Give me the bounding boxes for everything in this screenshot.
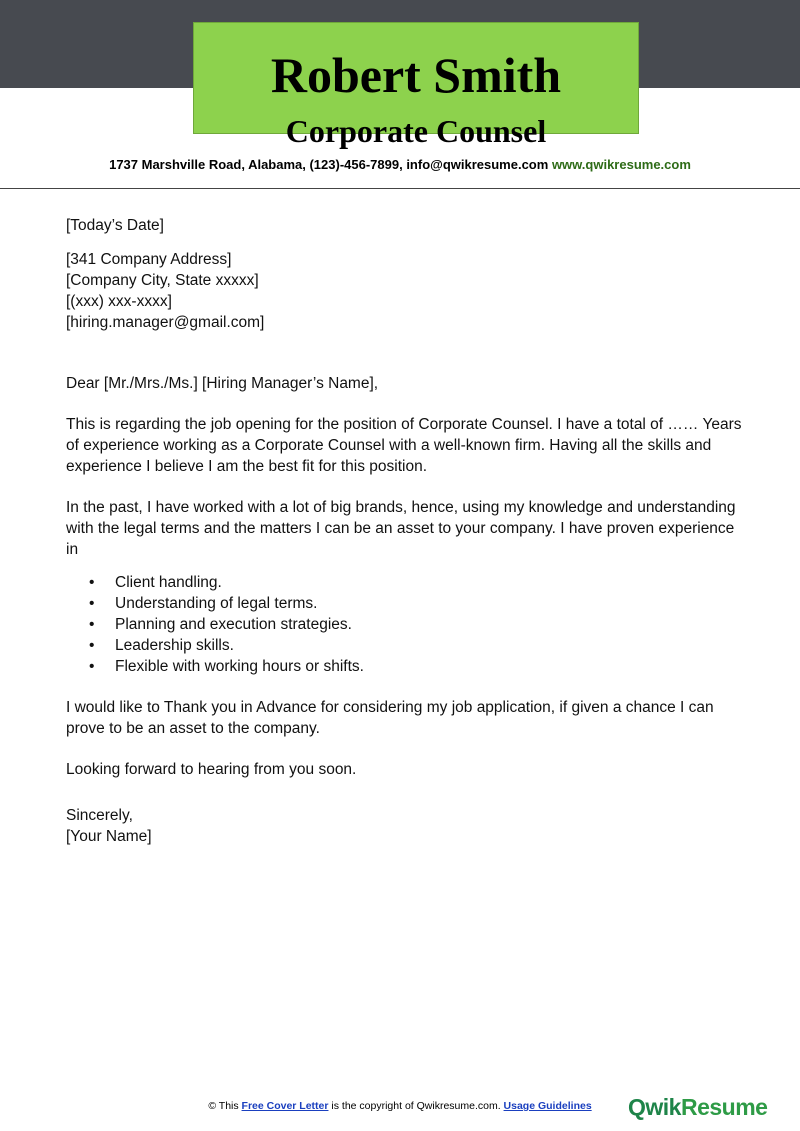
paragraph-experience: In the past, I have worked with a lot of big brands, hence, using my knowledge and understanding with the legal terms and the matters I can be an asset to your company. I have proven experience in (66, 499, 736, 558)
bullet-icon: • (89, 616, 95, 633)
list-item (66, 656, 746, 677)
salutation: Dear [Mr./Mrs./Ms.] [Hiring Manager’s Name], (66, 375, 379, 392)
address-line: [(xxx) xxx-xxxx] (66, 293, 172, 310)
footer-prefix: © This (208, 1100, 242, 1112)
free-cover-letter-link[interactable]: Free Cover Letter (241, 1100, 329, 1112)
logo-part-resume: Resume (680, 1094, 768, 1120)
list-item (66, 593, 746, 614)
qwikresume-logo (628, 1092, 767, 1122)
signature: [Your Name] (66, 828, 152, 845)
contact-details: 1737 Marshville Road, Alabama, (123)-456-7899, info@qwikresume.com (109, 157, 549, 172)
paragraph-thanks: I would like to Thank you in Advance for considering my job application, if given a chance I can prove to be an asset to the company. (66, 699, 714, 737)
bullet-icon: • (89, 595, 95, 612)
skill-text: Flexible with working hours or shifts. (115, 658, 364, 675)
letter-date: [Today’s Date] (66, 217, 164, 234)
contact-line (0, 156, 800, 174)
recipient-address (66, 249, 746, 333)
bullet-icon: • (89, 658, 95, 675)
address-line: [Company City, State xxxxx] (66, 272, 259, 289)
job-title: Corporate Counsel (285, 113, 547, 149)
skills-list (66, 572, 746, 677)
bullet-icon: • (89, 637, 95, 654)
list-item (66, 614, 746, 635)
paragraph-closing: Looking forward to hearing from you soon. (66, 761, 357, 778)
skill-text: Understanding of legal terms. (115, 595, 318, 612)
candidate-name: Robert Smith (270, 47, 562, 103)
address-line: [hiring.manager@gmail.com] (66, 314, 265, 331)
bullet-icon: • (89, 574, 95, 591)
closing: Sincerely, (66, 807, 133, 824)
skill-text: Planning and execution strategies. (115, 616, 352, 633)
list-item (66, 635, 746, 656)
header-divider (0, 188, 800, 189)
footer-middle: is the copyright of Qwikresume.com. (328, 1100, 504, 1112)
usage-guidelines-link[interactable]: Usage Guidelines (503, 1100, 592, 1112)
list-item (66, 572, 746, 593)
skill-text: Leadership skills. (115, 637, 234, 654)
address-line: [341 Company Address] (66, 251, 232, 268)
website-link[interactable]: www.qwikresume.com (551, 157, 691, 172)
logo-part-qwik: Qwik (628, 1094, 681, 1120)
letter-body (66, 215, 746, 847)
skill-text: Client handling. (115, 574, 222, 591)
name-box (193, 22, 639, 149)
paragraph-intro: This is regarding the job opening for the position of Corporate Counsel. I have a total of …… Years of experience working as a Corporate Counsel with a well-known firm. Having all the skills and experience I believe I am the best fit for this position. (66, 416, 742, 475)
